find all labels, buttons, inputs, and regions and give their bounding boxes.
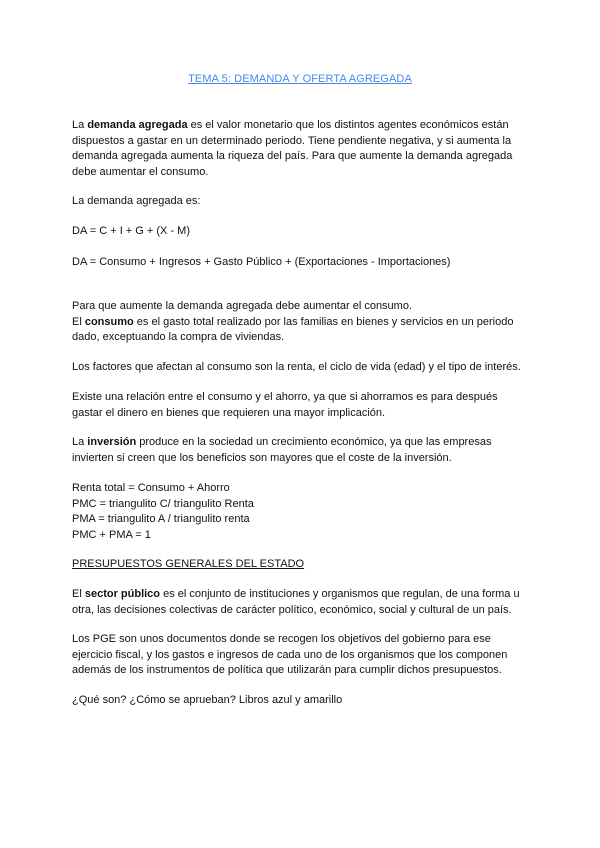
paragraph-factores bbox=[72, 360, 532, 376]
paragraph-line: dispuestos a gastar en un determinado periodo. Tiene pendiente negativa, y si aumenta la bbox=[72, 134, 512, 147]
paragraph-line: ¿Qué son? ¿Cómo se aprueban? Libros azul y amarillo bbox=[72, 694, 343, 706]
text-run: La bbox=[72, 436, 88, 448]
bold-term: inversión bbox=[87, 436, 137, 448]
paragraph-line: invierten si creen que los beneficios son mayores que el coste de la inversión. bbox=[72, 451, 452, 464]
paragraph-line bbox=[72, 587, 532, 603]
text-run: produce en la sociedad un crecimiento económico, ya que las empresas bbox=[136, 436, 492, 448]
paragraph-line: DA = Consumo + Ingresos + Gasto Público + (Exportaciones - Importaciones) bbox=[72, 256, 451, 268]
paragraph-line: además de los instrumentos de política que utilizarán para cumplir dichos presupuestos. bbox=[72, 664, 502, 676]
paragraph-demanda-agregada bbox=[72, 118, 532, 180]
formula-da-short bbox=[72, 224, 532, 240]
text-run: es el conjunto de instituciones y organismos que regulan, de una forma u bbox=[160, 588, 520, 600]
paragraph-line: Para que aumente la demanda agregada debe aumentar el consumo. bbox=[72, 300, 413, 312]
paragraph-line: La demanda agregada es: bbox=[72, 195, 201, 207]
paragraph-sector-publico bbox=[72, 587, 532, 618]
paragraph-line: Los PGE son unos documentos donde se recogen los objetivos del gobierno para ese bbox=[72, 633, 491, 645]
paragraph-line bbox=[72, 315, 532, 331]
paragraph-line: ejercicio fiscal, y los gastos e ingresos de cada uno de los organismos que los componen bbox=[72, 648, 508, 661]
paragraph-line: Existe una relación entre el consumo y el ahorro, ya que si ahorramos es para después bbox=[72, 391, 498, 403]
paragraph-inversion bbox=[72, 435, 532, 466]
bold-term: consumo bbox=[84, 315, 134, 328]
text-run: El bbox=[72, 315, 85, 328]
paragraph-da-intro bbox=[72, 194, 532, 210]
paragraph-questions bbox=[72, 693, 532, 709]
paragraph-line: DA = C + I + G + (X - M) bbox=[72, 225, 190, 237]
paragraph-line: demanda agregada aumenta la riqueza del país. Para que aumente la demanda agregada bbox=[72, 150, 513, 162]
text-run: El bbox=[72, 588, 85, 600]
text-run: es el gasto total realizado por las familias en bienes y servicios en un periodo bbox=[133, 315, 514, 328]
paragraph-pge bbox=[72, 632, 532, 679]
paragraph-line bbox=[72, 435, 532, 451]
formulas-renta bbox=[72, 481, 532, 543]
paragraph-line bbox=[72, 118, 532, 134]
paragraph-line: dado, exceptuando la compra de viviendas. bbox=[72, 331, 285, 343]
bold-term: sector público bbox=[84, 588, 161, 600]
paragraph-line: Los factores que afectan al consumo son la renta, el ciclo de vida (edad) y el tipo de interés. bbox=[72, 361, 521, 373]
formula-da-long bbox=[72, 255, 532, 271]
paragraph-ahorro bbox=[72, 390, 532, 421]
paragraph-line: otra, las decisiones colectivas de carácter político, económico, social y cultural de un país. bbox=[72, 603, 512, 616]
paragraph-consumo bbox=[72, 299, 532, 346]
bold-term: demanda agregada bbox=[87, 119, 188, 131]
paragraph-line: debe aumentar el consumo. bbox=[72, 165, 209, 178]
section-heading-pge bbox=[72, 557, 532, 573]
section-heading: PRESUPUESTOS GENERALES DEL ESTADO bbox=[72, 558, 305, 570]
paragraph-line: PMA = triangulito A / triangulito renta bbox=[72, 513, 250, 525]
paragraph-line: PMC = triangulito C/ triangulito Renta bbox=[72, 497, 254, 510]
paragraph-line: PMC + PMA = 1 bbox=[72, 528, 151, 541]
text-run: es el valor monetario que los distintos agentes económicos están bbox=[187, 119, 509, 131]
document-title: TEMA 5: DEMANDA Y OFERTA AGREGADA bbox=[188, 73, 412, 85]
paragraph-line: gastar el dinero en bienes que requieren una mayor implicación. bbox=[72, 406, 386, 419]
text-run: La bbox=[72, 119, 85, 131]
paragraph-line: Renta total = Consumo + Ahorro bbox=[72, 482, 230, 494]
